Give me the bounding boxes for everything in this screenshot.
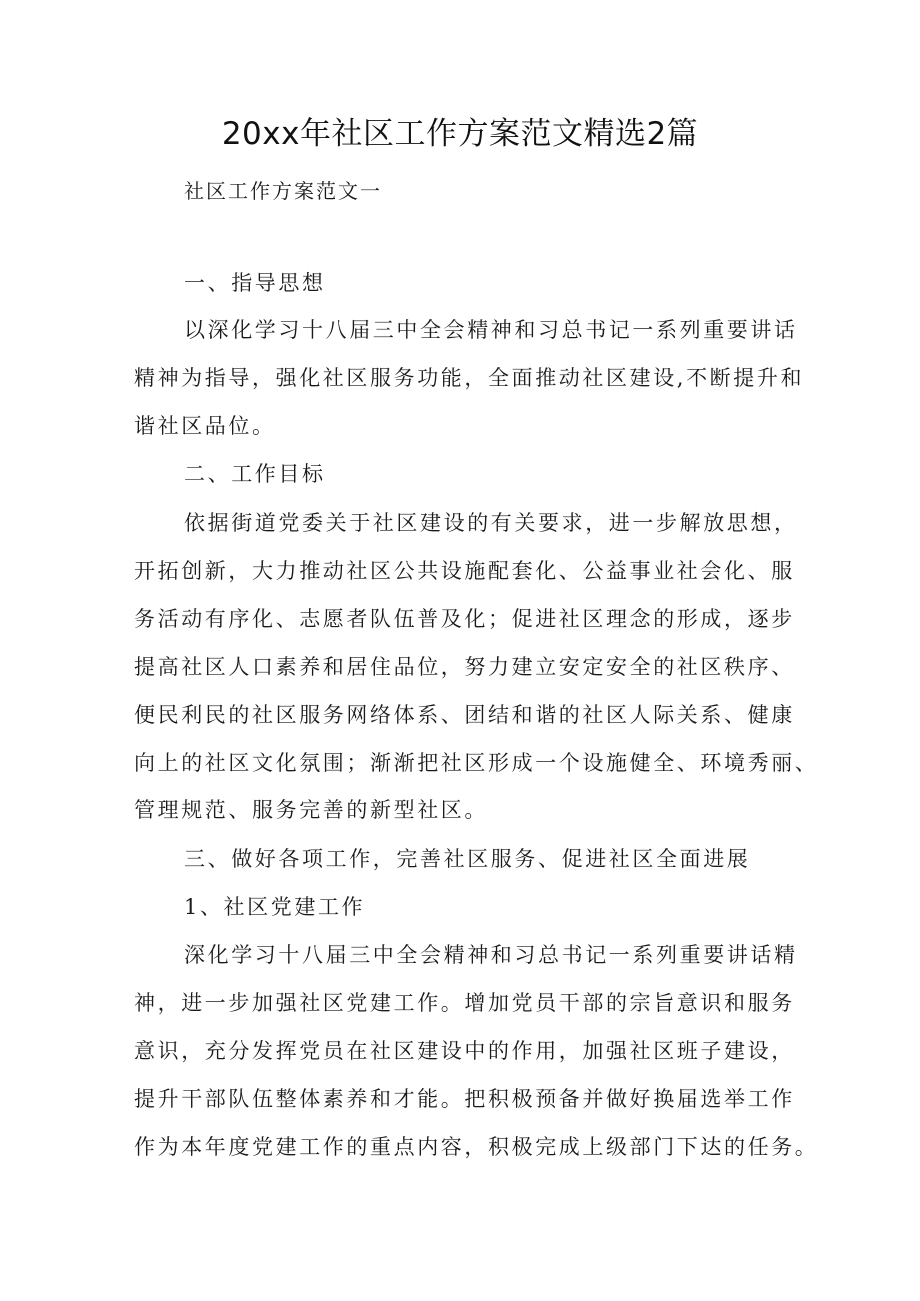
paragraph-line: 向上的社区文化氛围；渐渐把社区形成一个设施健全、环境秀丽、 [134, 751, 819, 775]
paragraph-line: 管理规范、服务完善的新型社区。 [134, 798, 488, 822]
paragraph-line: 便民利民的社区服务网络体系、团结和谐的社区人际关系、健康 [134, 703, 795, 727]
paragraph-line: 深化学习十八届三中全会精神和习总书记一系列重要讲话精 [184, 943, 798, 967]
paragraph-line: 谐社区品位。 [134, 414, 276, 438]
paragraph-line: 作为本年度党建工作的重点内容，积极完成上级部门下达的任务。 [134, 1135, 819, 1159]
paragraph-line: 提高社区人口素养和居住品位，努力建立安定安全的社区秩序、 [134, 655, 795, 679]
section-heading: 二、工作目标 [184, 462, 326, 486]
paragraph-line: 务活动有序化、志愿者队伍普及化；促进社区理念的形成，逐步 [134, 607, 795, 631]
paragraph-line: 以深化学习十八届三中全会精神和习总书记一系列重要讲话 [184, 318, 798, 342]
document-subtitle: 社区工作方案范文一 [184, 179, 382, 203]
paragraph-line: 开拓创新，大力推动社区公共设施配套化、公益事业社会化、服 [134, 559, 795, 583]
paragraph-line: 意识，充分发挥党员在社区建设中的作用，加强社区班子建设， [134, 1039, 795, 1063]
paragraph-line: 精神为指导，强化社区服务功能，全面推动社区建设,不断提升和 [134, 366, 805, 390]
paragraph-line: 提升干部队伍整体素养和才能。把积极预备并做好换届选举工作 [134, 1087, 795, 1111]
section-heading: 三、做好各项工作，完善社区服务、促进社区全面进展 [184, 847, 751, 871]
paragraph-line: 依据街道党委关于社区建设的有关要求，进一步解放思想， [184, 511, 798, 535]
document-title: 20xx年社区工作方案范文精选2篇 [221, 116, 699, 152]
section-heading: 一、指导思想 [184, 271, 326, 295]
subsection-heading: 1、社区党建工作 [184, 895, 366, 919]
paragraph-line: 神，进一步加强社区党建工作。增加党员干部的宗旨意识和服务 [134, 991, 795, 1015]
